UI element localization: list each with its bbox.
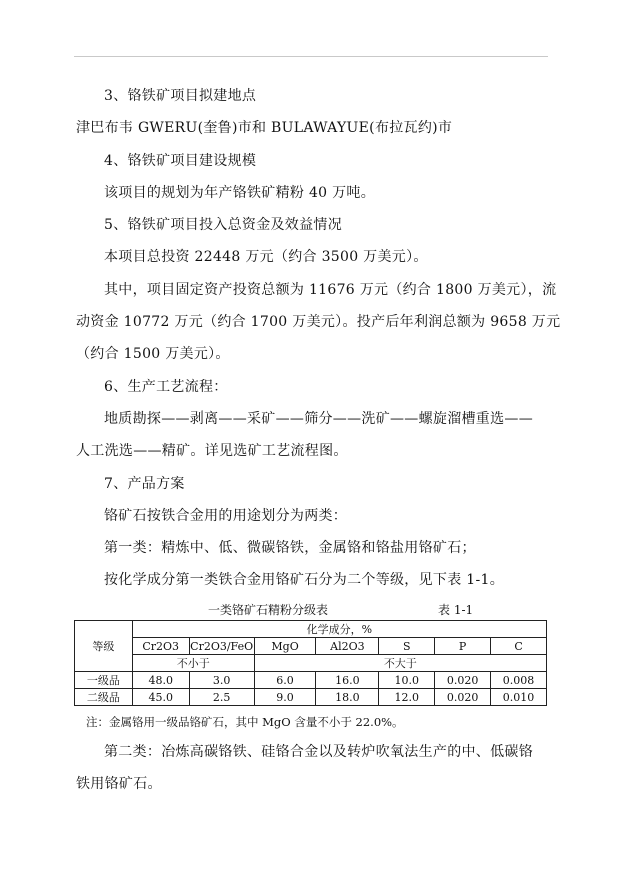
value-cell: 10.0 — [379, 672, 435, 689]
paragraph-classification: 铬矿石按铁合金用的用途划分为两类： — [104, 508, 348, 524]
process-flow-line-1: 地质勘探——剥离——采矿——筛分——洗矿——螺旋溜槽重选—— — [104, 411, 533, 427]
value-cell: 48.0 — [132, 672, 189, 689]
paragraph-location: 津巴布韦 GWERU(奎鲁)市和 BULAWAYUE(布拉瓦约)市 — [76, 120, 453, 136]
value-cell: 2.5 — [189, 689, 254, 706]
paragraph-scale: 该项目的规划为年产铬铁矿精粉 40 万吨。 — [104, 185, 376, 201]
value-cell: 6.0 — [254, 672, 316, 689]
paragraph-detail-line-2: 动资金 10772 万元（约合 1700 万美元）。投产后年利润总额为 9658 万元 — [76, 314, 561, 330]
value-cell: 0.010 — [491, 689, 547, 706]
heading-3: 3、铬铁矿项目拟建地点 — [104, 88, 257, 104]
not-less-label: 不小于 — [132, 655, 254, 672]
paragraph-detail-line-3: （约合 1500 万美元）。 — [76, 346, 230, 362]
table-number: 表 1-1 — [438, 603, 474, 617]
not-more-label: 不大于 — [254, 655, 546, 672]
table-row — [75, 672, 547, 689]
value-cell: 12.0 — [379, 689, 435, 706]
table-caption: 一类铬矿石精粉分级表 — [208, 603, 329, 617]
grade-cell: 一级品 — [75, 672, 133, 689]
column-header: MgO — [254, 638, 316, 655]
value-cell: 0.020 — [435, 672, 491, 689]
table-note: 注：金属铬用一级品铬矿石，其中 MgO 含量不小于 22.0%。 — [86, 715, 404, 729]
value-cell: 0.008 — [491, 672, 547, 689]
column-header: C — [491, 638, 547, 655]
heading-6: 6、生产工艺流程： — [104, 379, 228, 395]
heading-5: 5、铬铁矿项目投入总资金及效益情况 — [104, 217, 343, 233]
value-cell: 3.0 — [189, 672, 254, 689]
column-header: Cr2O3 — [132, 638, 189, 655]
column-header: S — [379, 638, 435, 655]
table-header-row — [75, 621, 547, 638]
paragraph-class-one: 第一类：精炼中、低、微碳铬铁，金属铬和铬盐用铬矿石； — [104, 540, 476, 556]
column-header: Al2O3 — [316, 638, 379, 655]
paragraph-class-two-line-2: 铁用铬矿石。 — [76, 776, 162, 792]
value-cell: 18.0 — [316, 689, 379, 706]
column-header: P — [435, 638, 491, 655]
paragraph-detail-line-1: 其中，项目固定资产投资总额为 11676 万元（约合 1800 万美元），流 — [104, 282, 557, 298]
paragraph-grades: 按化学成分第一类铁合金用铬矿石分为二个等级，见下表 1-1。 — [104, 572, 504, 588]
table-column-row — [75, 638, 547, 655]
heading-4: 4、铬铁矿项目建设规模 — [104, 153, 257, 169]
grade-header: 等级 — [75, 621, 133, 672]
column-header: Cr2O3/FeO — [190, 639, 254, 653]
value-cell: 9.0 — [254, 689, 316, 706]
value-cell: 45.0 — [132, 689, 189, 706]
paragraph-investment: 本项目总投资 22448 万元（约合 3500 万美元）。 — [104, 249, 428, 265]
value-cell: 16.0 — [316, 672, 379, 689]
grade-cell: 二级品 — [75, 689, 133, 706]
process-flow-line-2: 人工洗选——精矿。详见选矿工艺流程图。 — [76, 443, 348, 459]
value-cell: 0.020 — [435, 689, 491, 706]
table-row — [75, 689, 547, 706]
grade-table — [74, 620, 547, 706]
chem-header: 化学成分，% — [132, 621, 546, 638]
header-rule — [74, 56, 548, 57]
paragraph-class-two-line-1: 第二类：冶炼高碳铬铁、硅铬合金以及转炉吹氧法生产的中、低碳铬 — [104, 744, 533, 760]
heading-7: 7、产品方案 — [104, 476, 185, 492]
table-limit-row — [75, 655, 547, 672]
